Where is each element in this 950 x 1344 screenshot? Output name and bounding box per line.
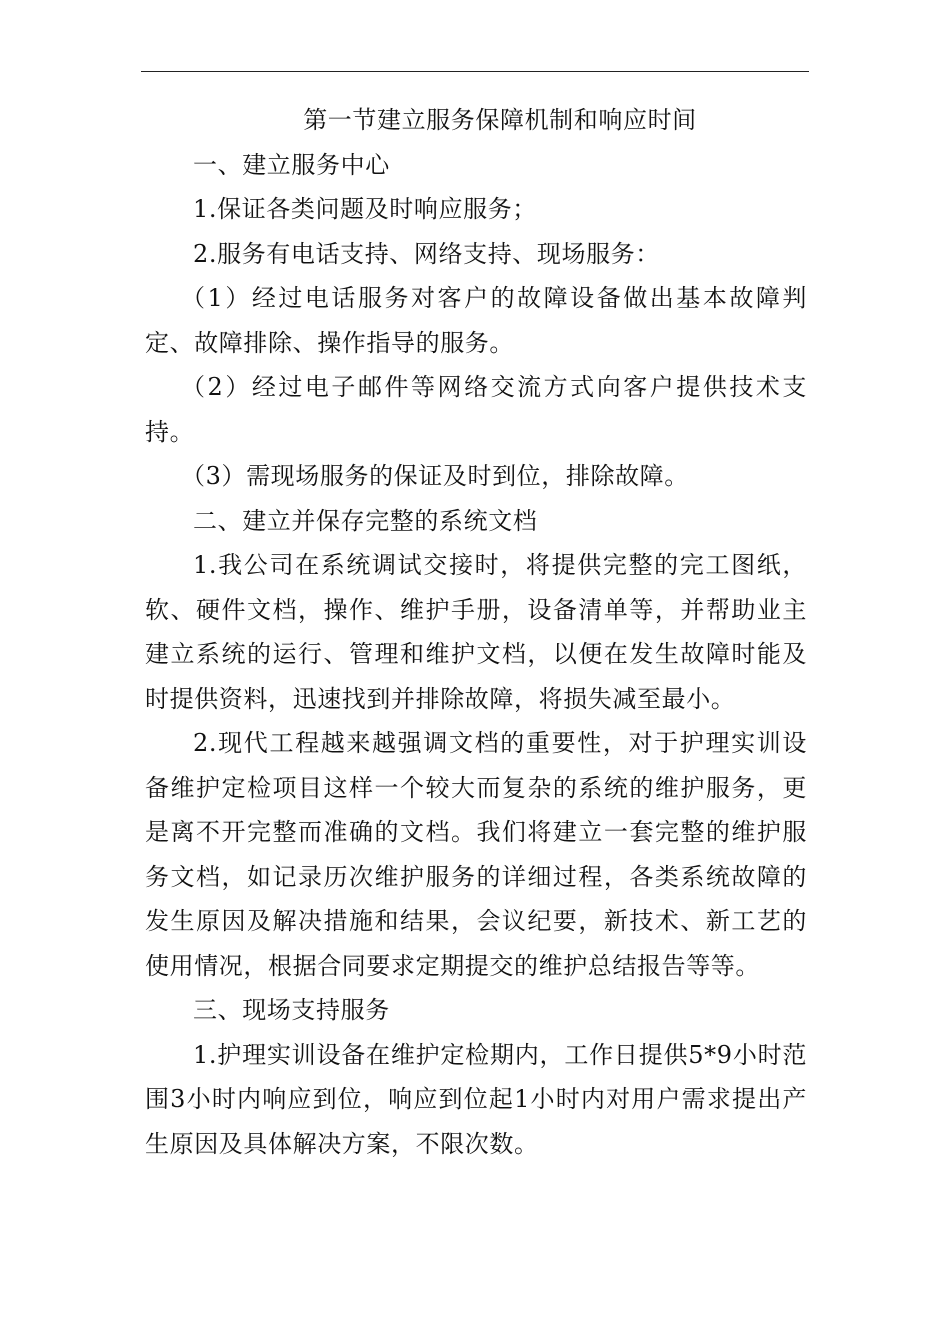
paragraph-item: 1.我公司在系统调试交接时，将提供完整的完工图纸，软、硬件文档，操作、维护手册，设备清单等，并帮助业主建立系统的运行、管理和维护文档，以便在发生故障时能及时提供资料，迅速找到并排除故障，将损失减至最小。 <box>145 551 807 713</box>
heading-service-center: 一、建立服务中心 <box>193 150 390 179</box>
document-body <box>145 98 807 1166</box>
heading-system-documents: 二、建立并保存完整的系统文档 <box>193 506 538 535</box>
paragraph-subitem: （1）经过电话服务对客户的故障设备做出基本故障判定、故障排除、操作指导的服务。 <box>145 284 807 357</box>
paragraph-subitem: （3）需现场服务的保证及时到位，排除故障。 <box>181 462 689 490</box>
paragraph-item: 2.服务有电话支持、网络支持、现场服务： <box>193 239 660 268</box>
section-title: 第一节建立服务保障机制和响应时间 <box>303 106 697 134</box>
paragraph-subitem: （2）经过电子邮件等网络交流方式向客户提供技术支持。 <box>145 373 807 446</box>
header-rule <box>141 71 809 72</box>
paragraph-item: 1.保证各类问题及时响应服务； <box>193 195 537 223</box>
paragraph-item: 1.护理实训设备在维护定检期内，工作日提供5*9小时范围3小时内响应到位，响应到位起1小时内对用户需求提出产生原因及具体解决方案，不限次数。 <box>145 1040 807 1158</box>
paragraph-item: 2.现代工程越来越强调文档的重要性，对于护理实训设备维护定检项目这样一个较大而复杂的系统的维护服务，更是离不开完整而准确的文档。我们将建立一套完整的维护服务文档，如记录历次维护服务的详细过程，各类系统故障的发生原因及解决措施和结果，会议纪要，新技术、新工艺的使用情况，根据合同要求定期提交的维护总结报告等等。 <box>145 729 807 980</box>
heading-onsite-support: 三、现场支持服务 <box>193 996 390 1024</box>
